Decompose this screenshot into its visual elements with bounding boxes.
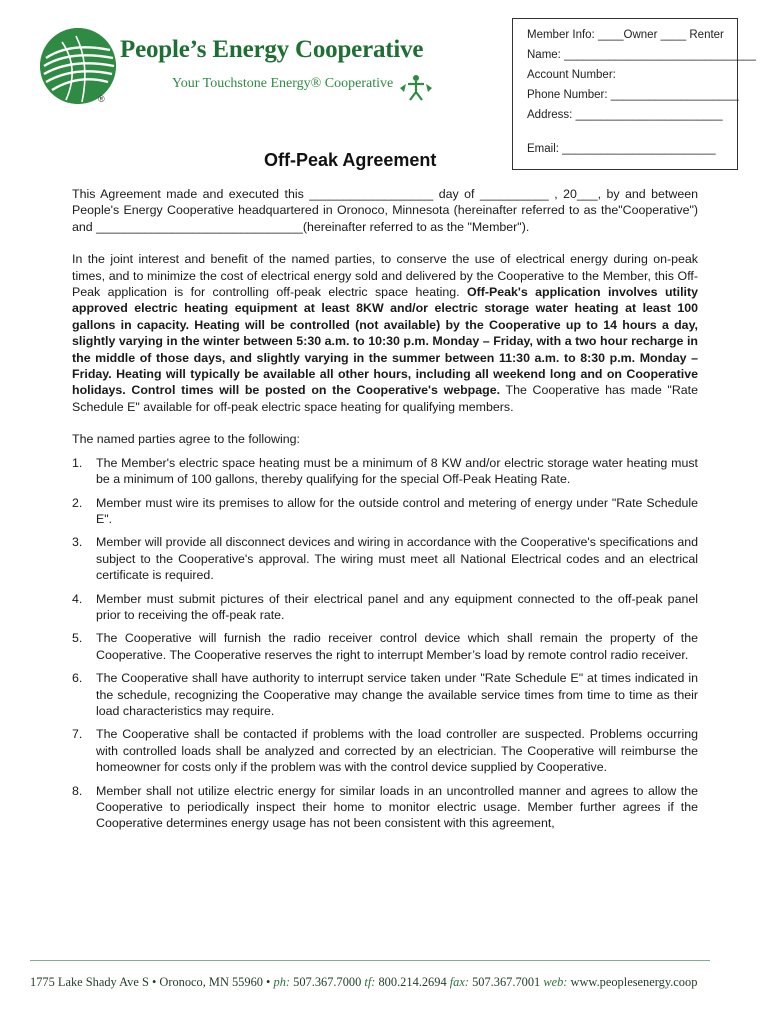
list-item [72, 495, 698, 528]
item-text: Member must wire its premises to allow for the outside control and metering of energy under "Rate Schedule E". [96, 495, 698, 526]
intro-paragraph: This Agreement made and executed this __________________ day of __________ , 20___, by and between People's Energy Cooperative headquartered in Oronoco, Minnesota (hereinafter referred to as the"Cooperative") and ______________________________(hereinafter referred to as the "Member"). [72, 187, 698, 234]
off-peak-bold-text: Off-Peak's application involves utility approved electric heating equipment at least 8KW and/or electric storage water heating at least 100 gallons in capacity. Heating will be controlled (not available) by the Cooperative up to 14 hours a day, slightly varying in the winter between 5:30 a.m. to 10:30 p.m. Monday – Friday, with a two hour recharge in the middle of those days, and slightly varying in the summer between 11:30 a.m. to 8:30 p.m. Monday – Friday. Heating will typically be available all other hours, including all weekend long and on Cooperative holidays. Control times will be posted on the Cooperative's webpage. [72, 285, 698, 398]
item-number: 6. [72, 671, 83, 686]
phone-number-field[interactable]: Phone Number: ____________________ [527, 89, 739, 101]
footer-toll-free: 800.214.2694 [375, 975, 450, 989]
list-item [72, 534, 698, 583]
globe-logo-icon [40, 28, 116, 104]
list-item [72, 630, 698, 663]
member-info-box [512, 18, 756, 170]
item-text: Member shall not utilize electric energy for similar loads in an uncontrolled manner and agrees to allow the Cooperative to periodically inspect their home to monitor electric usage. Member further agrees if the Cooperative determines energy usage has not been consistent with this agreement, [96, 783, 698, 831]
item-number: 7. [72, 727, 83, 742]
joint-interest-paragraph [72, 251, 698, 415]
item-number: 1. [72, 455, 83, 470]
joint-tail-text: The Cooperative has made "Rate Schedule E" available for off-peak electric space heating for qualifying members. [72, 383, 698, 414]
footer-phone: 507.367.7000 [290, 975, 365, 989]
phone-label: ph: [273, 975, 291, 989]
agreement-body [72, 186, 698, 839]
list-item [72, 726, 698, 775]
member-type-field[interactable]: Member Info: ____Owner ____ Renter [527, 29, 724, 41]
org-name: People’s Energy Cooperative [120, 36, 424, 63]
footer-website-link[interactable]: www.peoplesenergy.coop [567, 975, 698, 989]
item-number: 4. [72, 591, 83, 606]
web-label: web: [543, 975, 568, 989]
cooperative-logo [40, 28, 460, 108]
list-item [72, 783, 698, 832]
email-field[interactable]: Email: ________________________ [527, 143, 716, 155]
page-title: Off-Peak Agreement [264, 150, 437, 170]
item-text: Member must submit pictures of their electrical panel and any equipment connected to the off-peak panel prior to receiving the off-peak rate. [96, 591, 698, 622]
item-text: The Cooperative will furnish the radio receiver control device which shall remain the property of the Cooperative. The Cooperative reserves the right to interrupt Member’s load by remote control radio receiver. [96, 631, 698, 662]
item-text: The Member's electric space heating must be a minimum of 8 KW and/or electric storage water heating must be a minimum of 100 gallons, thereby qualifying for the special Off-Peak Heating Rate. [96, 455, 698, 487]
item-number: 2. [72, 495, 83, 510]
joint-lead-text: In the joint interest and benefit of the named parties, to conserve the use of electrical energy during on-peak times, and to minimize the cost of electrical energy sold and delivered by the Cooperative to the Member, this Off-Peak application is for controlling off-peak electric space heating. [72, 252, 698, 300]
item-text: The Cooperative shall have authority to interrupt service taken under "Rate Schedule E" at times indicated in the schedule, recognizing the Cooperative may change the available service times from time to time as their load characteristics may require. [96, 671, 698, 718]
toll-free-label: tf: [364, 975, 376, 989]
list-item [72, 455, 698, 488]
named-parties-intro: The named parties agree to the following: [72, 432, 300, 447]
fax-label: fax: [449, 975, 469, 989]
list-item [72, 591, 698, 624]
name-field[interactable]: Name: ______________________________ [527, 49, 756, 61]
footer-divider [30, 960, 710, 961]
list-item [72, 670, 698, 719]
account-number-field[interactable]: Account Number: [527, 69, 616, 81]
item-text: The Cooperative shall be contacted if problems with the load controller are suspected. Problems occurring with controlled loads shall be analyzed and corrected by an electrician. The Cooperative will reimburse the homeowner for costs only if the problem was with the control device supplied by Cooperative. [96, 727, 698, 775]
org-tagline: Your Touchstone Energy® Cooperative [172, 76, 394, 91]
item-number: 3. [72, 535, 83, 550]
touchstone-energy-icon [396, 72, 436, 102]
item-number: 8. [72, 783, 83, 798]
registered-mark: ® [98, 94, 105, 104]
footer-address: 1775 Lake Shady Ave S • Oronoco, MN 55960 • [30, 975, 274, 989]
footer-fax: 507.367.7001 [469, 975, 544, 989]
terms-list [72, 455, 698, 832]
item-number: 5. [72, 631, 83, 646]
address-field[interactable]: Address: _______________________ [527, 109, 723, 121]
footer-contact [30, 975, 697, 990]
item-text: Member will provide all disconnect devices and wiring in accordance with the Cooperative's specifications and subject to the Cooperative's approval. The wiring must meet all National Electrical codes and an electrical certificate is required. [96, 535, 698, 583]
